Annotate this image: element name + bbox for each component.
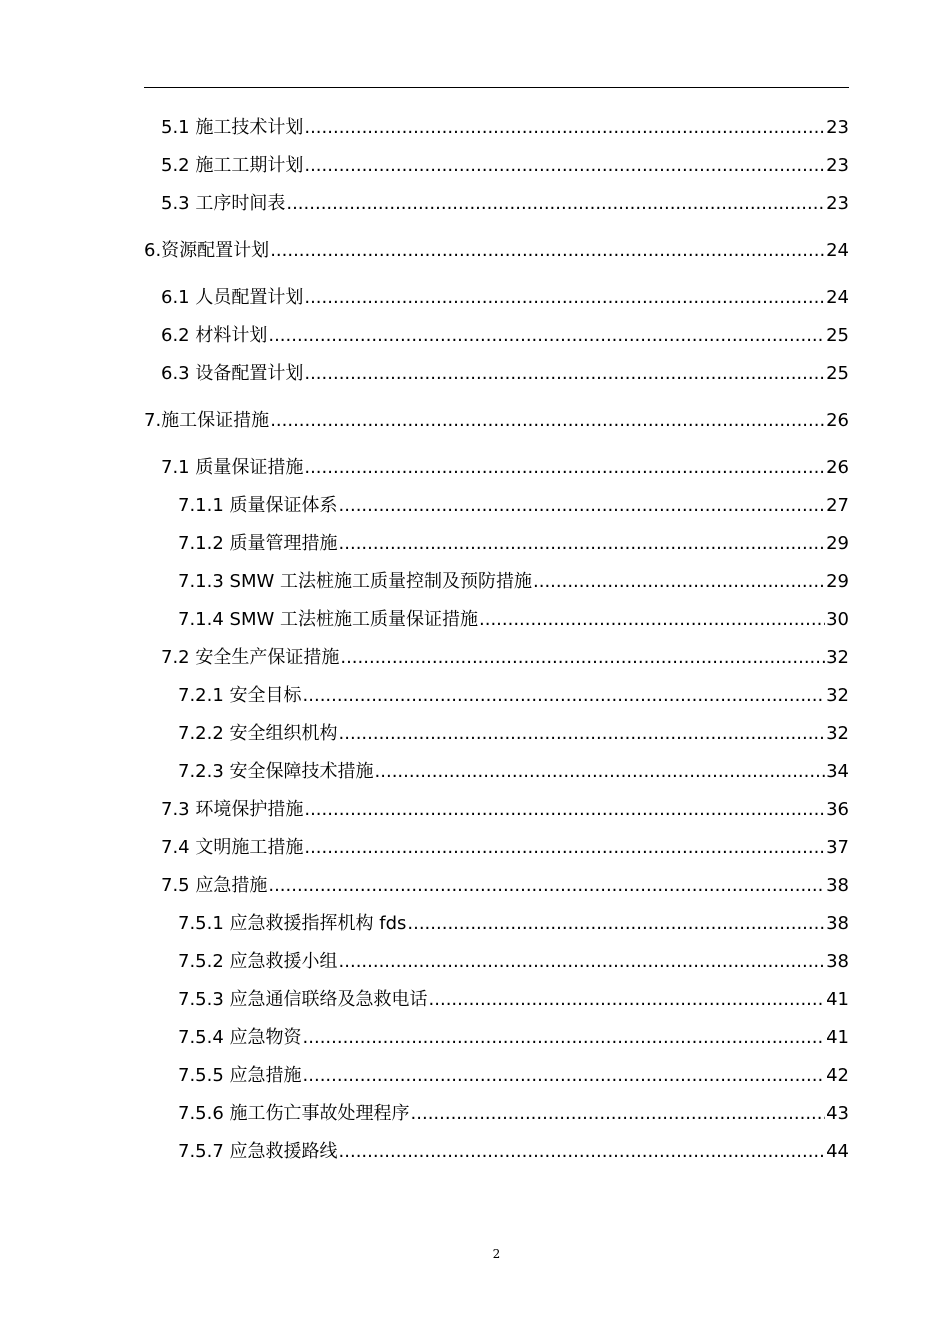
toc-entry-page: 41: [826, 989, 849, 1010]
toc-dot-leader: [339, 943, 826, 981]
toc-entry-page: 38: [826, 875, 849, 896]
toc-entry-title: 7.1 质量保证措施: [161, 457, 304, 478]
toc-dot-leader: [339, 1133, 826, 1171]
toc-entry-title: 7.5.6 施工伤亡事故处理程序: [178, 1103, 410, 1124]
toc-dot-leader: [304, 109, 825, 147]
toc-entry-title: 7.5.7 应急救援路线: [178, 1141, 338, 1162]
toc-dot-leader: [304, 355, 825, 393]
toc-dot-leader: [304, 279, 825, 317]
toc-entry-page: 23: [826, 117, 849, 138]
toc-entry[interactable]: [144, 1019, 849, 1057]
toc-entry-title: 7.4 文明施工措施: [161, 837, 304, 858]
toc-entry[interactable]: [144, 109, 849, 147]
toc-entry-page: 32: [826, 723, 849, 744]
toc-dot-leader: [268, 867, 825, 905]
toc-entry-page: 42: [826, 1065, 849, 1086]
toc-entry[interactable]: [144, 317, 849, 355]
toc-entry-title: 7.2.1 安全目标: [178, 685, 302, 706]
toc-entry[interactable]: [144, 185, 849, 223]
toc-entry-page: 23: [826, 155, 849, 176]
toc-entry-title: 7.2 安全生产保证措施: [161, 647, 340, 668]
toc-entry-page: 37: [826, 837, 849, 858]
toc-entry-title: 7.5.5 应急措施: [178, 1065, 302, 1086]
toc-entry-title: 6.3 设备配置计划: [161, 363, 304, 384]
toc-entry-page: 41: [826, 1027, 849, 1048]
toc-dot-leader: [375, 753, 826, 791]
toc-entry-title: 5.2 施工工期计划: [161, 155, 304, 176]
toc-entry-page: 29: [826, 533, 849, 554]
toc-entry-page: 43: [826, 1103, 849, 1124]
toc-entry-page: 38: [826, 913, 849, 934]
toc-dot-leader: [533, 563, 825, 601]
toc-dot-leader: [304, 147, 825, 185]
toc-entry-title: 7.5 应急措施: [161, 875, 268, 896]
page-number: 2: [492, 1247, 501, 1261]
toc-entry[interactable]: [144, 487, 849, 525]
toc-entry-page: 24: [826, 287, 849, 308]
toc-entry-page: 38: [826, 951, 849, 972]
toc-dot-leader: [339, 525, 826, 563]
table-of-contents: [144, 109, 849, 1171]
toc-entry-title: 7.1.1 质量保证体系: [178, 495, 338, 516]
toc-entry[interactable]: [144, 563, 849, 601]
toc-entry[interactable]: [144, 1095, 849, 1133]
toc-dot-leader: [303, 1057, 826, 1095]
toc-entry-title: 5.1 施工技术计划: [161, 117, 304, 138]
toc-entry-title: 7.施工保证措施: [144, 410, 270, 431]
toc-entry-title: 7.5.3 应急通信联络及急救电话: [178, 989, 428, 1010]
toc-entry-title: 6.资源配置计划: [144, 240, 270, 261]
toc-entry[interactable]: [144, 639, 849, 677]
toc-entry-page: 34: [826, 761, 849, 782]
toc-entry-page: 25: [826, 363, 849, 384]
toc-dot-leader: [479, 601, 825, 639]
toc-entry-title: 7.1.4 SMW 工法桩施工质量保证措施: [178, 609, 478, 630]
toc-entry-page: 23: [826, 193, 849, 214]
toc-entry[interactable]: [144, 753, 849, 791]
toc-entry-page: 36: [826, 799, 849, 820]
toc-dot-leader: [340, 639, 825, 677]
toc-entry[interactable]: [144, 791, 849, 829]
toc-entry[interactable]: [144, 1133, 849, 1171]
toc-entry-page: 30: [826, 609, 849, 630]
toc-entry[interactable]: [144, 905, 849, 943]
toc-entry[interactable]: [144, 279, 849, 317]
toc-entry-title: 7.2.2 安全组织机构: [178, 723, 338, 744]
toc-entry-page: 26: [826, 457, 849, 478]
toc-entry-title: 5.3 工序时间表: [161, 193, 286, 214]
toc-entry-title: 6.1 人员配置计划: [161, 287, 304, 308]
toc-entry-title: 7.5.2 应急救援小组: [178, 951, 338, 972]
toc-dot-leader: [304, 829, 825, 867]
toc-entry-title: 7.5.4 应急物资: [178, 1027, 302, 1048]
toc-entry-page: 32: [826, 647, 849, 668]
toc-entry[interactable]: [144, 449, 849, 487]
toc-entry-title: 7.5.1 应急救援指挥机构 fds: [178, 913, 407, 934]
toc-entry-page: 29: [826, 571, 849, 592]
toc-entry[interactable]: [144, 355, 849, 393]
toc-dot-leader: [270, 402, 825, 440]
toc-entry-page: 27: [826, 495, 849, 516]
header-rule: [144, 87, 849, 88]
toc-entry-page: 26: [826, 410, 849, 431]
toc-entry-title: 7.1.3 SMW 工法桩施工质量控制及预防措施: [178, 571, 532, 592]
toc-entry[interactable]: [144, 715, 849, 753]
toc-dot-leader: [407, 905, 825, 943]
toc-entry[interactable]: [144, 829, 849, 867]
toc-dot-leader: [411, 1095, 826, 1133]
toc-entry[interactable]: [144, 943, 849, 981]
toc-entry-title: 7.2.3 安全保障技术措施: [178, 761, 374, 782]
toc-dot-leader: [303, 1019, 826, 1057]
toc-entry[interactable]: [144, 677, 849, 715]
toc-entry[interactable]: [144, 147, 849, 185]
toc-entry[interactable]: [144, 525, 849, 563]
toc-entry-title: 7.3 环境保护措施: [161, 799, 304, 820]
toc-entry-page: 32: [826, 685, 849, 706]
toc-dot-leader: [339, 487, 826, 525]
toc-dot-leader: [268, 317, 825, 355]
toc-dot-leader: [304, 449, 825, 487]
toc-entry[interactable]: [144, 601, 849, 639]
toc-entry-title: 6.2 材料计划: [161, 325, 268, 346]
toc-dot-leader: [339, 715, 826, 753]
toc-entry-page: 24: [826, 240, 849, 261]
toc-dot-leader: [429, 981, 826, 1019]
toc-entry[interactable]: [144, 402, 849, 440]
toc-dot-leader: [303, 677, 826, 715]
toc-entry[interactable]: [144, 867, 849, 905]
toc-dot-leader: [286, 185, 825, 223]
toc-entry[interactable]: [144, 981, 849, 1019]
toc-dot-leader: [304, 791, 825, 829]
toc-entry-page: 44: [826, 1141, 849, 1162]
toc-entry[interactable]: [144, 1057, 849, 1095]
toc-entry[interactable]: [144, 232, 849, 270]
toc-dot-leader: [270, 232, 825, 270]
toc-entry-page: 25: [826, 325, 849, 346]
toc-entry-title: 7.1.2 质量管理措施: [178, 533, 338, 554]
